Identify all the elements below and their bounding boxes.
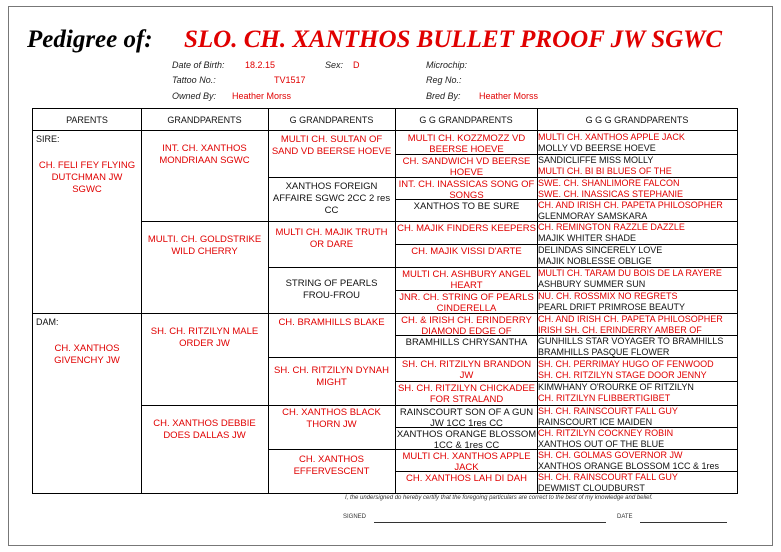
ggg-grandparent-6: SWE. CH. INASSICAS STEPHANIE	[538, 189, 684, 199]
ggg-grandparent-1: MULTI CH. XANTHOS APPLE JACK	[538, 132, 685, 142]
ggg-grandparent-11: DELINDAS SINCERELY LOVE	[538, 245, 663, 255]
gg-grandparent-5: CH. MAJIK FINDERS KEEPERS	[397, 223, 536, 234]
gg-grandparent-12: SH. CH. RITZILYN CHICKADEE FOR STRALAND	[397, 383, 536, 405]
ggg-grandparent-31: SH. CH. RAINSCOURT FALL GUY	[538, 472, 678, 482]
col-header-ggg-grandparents: G G G GRANDPARENTS	[537, 109, 737, 131]
owned-value: Heather Morss	[232, 91, 292, 101]
ggg-grandparent-9: CH. REMINGTON RAZZLE DAZZLE	[538, 222, 685, 232]
grandparent-1: INT. CH. XANTHOS MONDRIAAN SGWC	[159, 143, 250, 166]
dob-value: 18.2.15	[245, 60, 276, 70]
gg-grandparent-3: INT. CH. INASSICAS SONG OF SONGS	[398, 179, 535, 199]
ggg-grandparent-28: XANTHOS OUT OF THE BLUE	[538, 439, 665, 449]
ggg-grandparent-20: BRAMHILLS PASQUE FLOWER	[538, 347, 670, 357]
tattoo-value: TV1517	[274, 75, 306, 85]
g-grandparent-1: MULTI CH. SULTAN OF SAND VD BEERSE HOEVE	[271, 134, 392, 157]
gg-grandparent-10: BRAMHILLS CHRYSANTHA	[405, 337, 528, 348]
signature-line[interactable]	[374, 522, 606, 523]
col-header-grandparents: GRANDPARENTS	[141, 109, 268, 131]
ggg-grandparent-29: SH. CH. GOLMAS GOVERNOR JW	[538, 450, 683, 460]
ggg-grandparent-2: MOLLY VD BEERSE HOEVE	[538, 143, 656, 153]
signed-label: SIGNED	[343, 514, 367, 520]
g-grandparent-8: CH. XANTHOS EFFERVESCENT	[293, 454, 370, 477]
tattoo-label: Tattoo No.:	[172, 75, 216, 85]
col-header-parents: PARENTS	[33, 109, 141, 131]
ggg-grandparent-21: SH. CH. PERRIMAY HUGO OF FENWOOD	[538, 359, 714, 369]
grandparent-2: MULTI. CH. GOLDSTRIKE WILD CHERRY	[147, 234, 262, 257]
gg-grandparent-11: SH. CH. RITZILYN BRANDON JW	[401, 359, 532, 381]
ggg-grandparent-24: CH. RITZILYN FLIBBERTIGIBET	[538, 393, 671, 403]
ggg-grandparent-32: DEWMIST CLOUDBURST	[538, 483, 645, 493]
reg-label: Reg No.:	[426, 75, 462, 85]
g-grandparent-2: XANTHOS FOREIGN AFFAIRE SGWC 2CC 2 res CC	[272, 181, 391, 216]
ggg-grandparent-5: SWE. CH. SHANLIMORE FALCON	[538, 178, 680, 188]
gg-grandparent-15: MULTI CH. XANTHOS APPLE JACK	[402, 451, 531, 471]
microchip-label: Microchip:	[426, 60, 468, 70]
ggg-grandparent-4: MULTI CH. BI BI BLUES OF THE	[538, 166, 672, 176]
grandparent-3: SH. CH. RITZILYN MALE ORDER JW	[150, 326, 259, 349]
sire-name: CH. FELI FEY FLYING DUTCHMAN JW SGWC	[38, 160, 136, 195]
sex-label: Sex:	[325, 60, 344, 70]
ggg-grandparent-16: PEARL DRIFT PRIMROSE BEAUTY	[538, 302, 686, 312]
ggg-grandparent-18: IRISH SH. CH. ERINDERRY AMBER OF	[538, 325, 702, 335]
col-header-gg-grandparents: G G GRANDPARENTS	[395, 109, 537, 131]
ggg-grandparent-10: MAJIK WHITER SHADE	[538, 233, 637, 243]
gg-grandparent-16: CH. XANTHOS LAH DI DAH	[406, 473, 527, 484]
dog-name: SLO. CH. XANTHOS BULLET PROOF JW SGWC	[184, 26, 723, 53]
date-label: DATE	[617, 514, 633, 520]
ggg-grandparent-22: SH. CH. RITZILYN STAGE DOOR JENNY	[538, 370, 707, 380]
gg-grandparent-8: JNR. CH. STRING OF PEARLS CINDERELLA	[399, 292, 534, 313]
ggg-grandparent-13: MULTI CH. TARAM DU BOIS DE LA RAYERE	[538, 268, 722, 278]
pedigree-table	[32, 108, 738, 494]
bred-label: Bred By:	[426, 91, 461, 101]
ggg-grandparent-14: ASHBURY SUMMER SUN	[538, 279, 646, 289]
ggg-grandparent-17: CH. AND IRISH CH. PAPETA PHILOSOPHER	[538, 314, 723, 324]
ggg-grandparent-15: NU. CH. ROSSMIX NO REGRETS	[538, 291, 678, 301]
grandparent-4: CH. XANTHOS DEBBIE DOES DALLAS JW	[153, 418, 256, 441]
dam-label: DAM:	[36, 317, 59, 327]
pedigree-title: Pedigree of:	[27, 26, 153, 53]
date-line[interactable]	[640, 522, 727, 523]
dam-name: CH. XANTHOS GIVENCHY JW	[54, 343, 120, 366]
bred-value: Heather Morss	[479, 91, 539, 101]
ggg-grandparent-27: CH. RITZILYN COCKNEY ROBIN	[538, 428, 674, 438]
gg-grandparent-2: CH. SANDWICH VD BEERSE HOEVE	[402, 156, 531, 177]
g-grandparent-5: CH. BRAMHILLS BLAKE	[278, 317, 385, 328]
sex-value: D	[353, 60, 360, 70]
g-grandparent-7: CH. XANTHOS BLACK THORN JW	[282, 407, 381, 430]
ggg-grandparent-12: MAJIK NOBLESSE OBLIGE	[538, 256, 652, 266]
ggg-grandparent-23: KIMWHANY O'ROURKE OF RITZILYN	[538, 382, 694, 392]
ggg-grandparent-19: GUNHILLS STAR VOYAGER TO BRAMHILLS	[538, 336, 724, 346]
col-header-g-grandparents: G GRANDPARENTS	[268, 109, 395, 131]
certification-text: I, the undersigned do hereby certify that the foregoing particulars are correct to the best of my knowledge and belief.	[345, 495, 653, 501]
ggg-grandparent-25: SH. CH. RAINSCOURT FALL GUY	[538, 406, 678, 416]
ggg-grandparent-26: RAINSCOURT ICE MAIDEN	[538, 417, 653, 427]
gg-grandparent-7: MULTI CH. ASHBURY ANGEL HEART	[402, 269, 531, 290]
gg-grandparent-6: CH. MAJIK VISSI D'ARTE	[411, 246, 522, 257]
ggg-grandparent-8: GLENMORAY SAMSKARA	[538, 211, 648, 221]
ggg-grandparent-3: SANDICLIFFE MISS MOLLY	[538, 155, 654, 165]
g-grandparent-3: MULTI CH. MAJIK TRUTH OR DARE	[275, 227, 388, 250]
gg-grandparent-9: CH. & IRISH CH. ERINDERRY DIAMOND EDGE OF	[401, 315, 532, 335]
gg-grandparent-1: MULTI CH. KOZZMOZZ VD BEERSE HOEVE	[407, 133, 526, 154]
gg-grandparent-14: XANTHOS ORANGE BLOSSOM 1CC & 1res CC	[396, 429, 537, 449]
gg-grandparent-4: XANTHOS TO BE SURE	[413, 201, 520, 212]
ggg-grandparent-7: CH. AND IRISH CH. PAPETA PHILOSOPHER	[538, 200, 723, 210]
g-grandparent-4: STRING OF PEARLS FROU-FROU	[285, 278, 378, 301]
g-grandparent-6: SH. CH. RITZILYN DYNAH MIGHT	[274, 365, 389, 388]
ggg-grandparent-30: XANTHOS ORANGE BLOSSOM 1CC & 1res	[538, 461, 720, 471]
gg-grandparent-13: RAINSCOURT SON OF A GUN JW 1CC 1res CC	[399, 407, 534, 427]
sire-label: SIRE:	[36, 134, 60, 144]
dob-label: Date of Birth:	[172, 60, 225, 70]
owned-label: Owned By:	[172, 91, 217, 101]
